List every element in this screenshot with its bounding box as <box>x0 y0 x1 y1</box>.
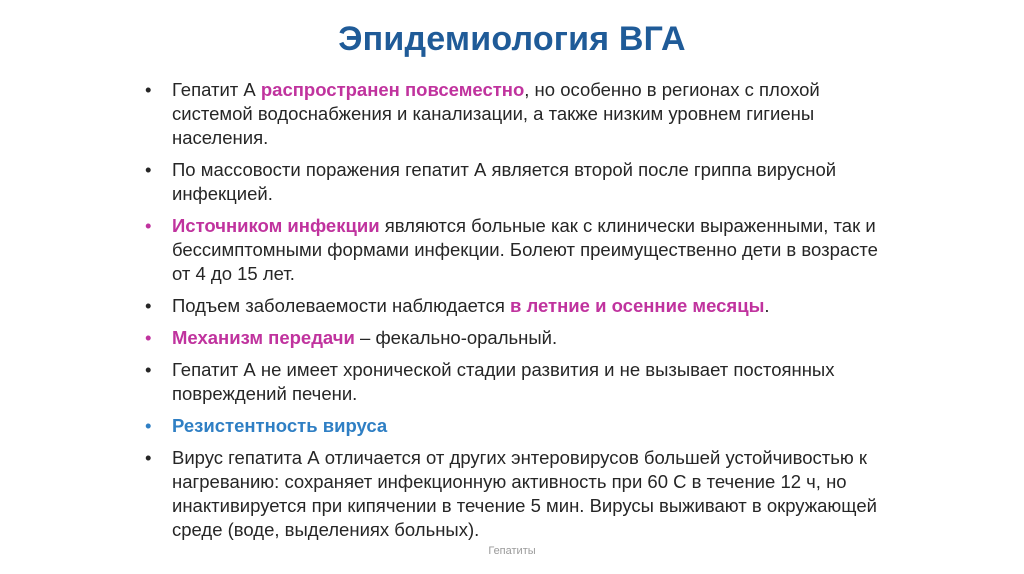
bullet-text-pre: Подъем заболеваемости наблюдается <box>172 295 510 316</box>
bullet-dot: • <box>145 295 152 316</box>
bullet-item <box>145 414 880 438</box>
bullet-text-post: – фекально-оральный. <box>354 327 558 348</box>
bullet-text-pre: Вирус гепатита А отличается от других энтеровирусов большей устойчивостью к нагреванию: сохраняет инфекционную активность при 60 С в течение 12 ч, но инактивируется при кипячении в течение 5 мин. Вирусы выживают в окружающей среде (воде, выделениях больных). <box>172 447 877 540</box>
bullet-item <box>145 358 880 406</box>
bullet-item <box>145 446 880 542</box>
bullet-item <box>145 78 880 150</box>
bullet-list <box>145 78 880 550</box>
bullet-text-post: являются больные как с клинически выраженными, так и бессимптомными формами инфекции. Болеют преимущественно дети в возрасте от 4 до 15 лет. <box>172 215 878 284</box>
bullet-item <box>145 326 880 350</box>
bullet-dot: • <box>145 327 152 348</box>
bullet-text-pre: По массовости поражения гепатит А является второй после гриппа вирусной инфекцией. <box>172 159 837 204</box>
slide-footer: Гепатиты <box>488 545 536 557</box>
bullet-dot: • <box>145 159 152 180</box>
bullet-highlight: в летние и осенние месяцы <box>509 295 765 316</box>
bullet-text-post: , но особенно в регионах с плохой системой водоснабжения и канализации, а также низким уровнем гигиены населения. <box>172 79 820 148</box>
bullet-dot: • <box>145 447 152 468</box>
bullet-item <box>145 294 880 318</box>
slide-title: Эпидемиология ВГА <box>338 20 686 58</box>
bullet-highlight: распространен повсеместно <box>260 79 525 100</box>
bullet-text-post: . <box>764 295 770 316</box>
bullet-text-pre: Гепатит А <box>172 79 261 100</box>
bullet-highlight: Источником инфекции <box>172 215 380 236</box>
bullet-highlight: Резистентность вируса <box>172 415 388 436</box>
bullet-text-pre: Гепатит А не имеет хронической стадии развития и не вызывает постоянных повреждений печени. <box>172 359 835 404</box>
bullet-dot: • <box>145 79 152 100</box>
bullet-item <box>145 158 880 206</box>
bullet-dot: • <box>145 359 152 380</box>
bullet-dot: • <box>145 415 152 436</box>
bullet-dot: • <box>145 215 152 236</box>
bullet-highlight: Механизм передачи <box>172 327 355 348</box>
bullet-item <box>145 214 880 286</box>
